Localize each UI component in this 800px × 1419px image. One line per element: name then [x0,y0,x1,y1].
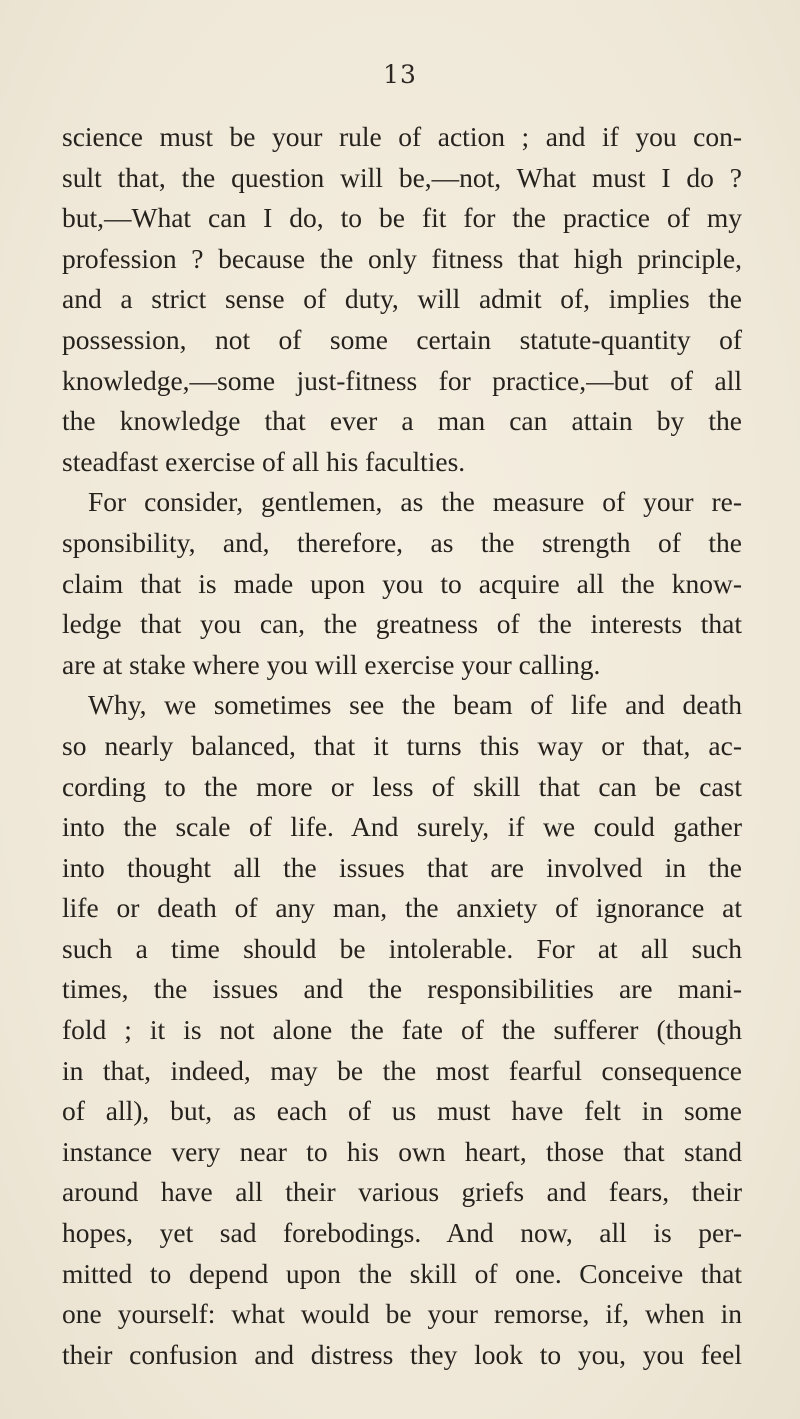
text-line: life or death of any man, the anxiety of ignorance at [62,892,742,924]
text-line: such a time should be intolerable. For at all such [62,932,742,964]
text-line: into thought all the issues that are involved in the [62,851,742,883]
text-line: Why, we sometimes see the beam of life and death [88,689,742,721]
text-line: are at stake where you will exercise your calling. [62,648,601,680]
text-line: the knowledge that ever a man can attain by the [62,405,742,437]
text-line: fold ; it is not alone the fate of the sufferer (though [62,1014,742,1046]
text-line: hopes, yet sad forebodings. And now, all is per- [62,1217,742,1249]
body-text [62,117,742,1375]
page-number: 13 [383,60,417,89]
text-line: and a strict sense of duty, will admit of, implies the [62,283,742,315]
text-line: in that, indeed, may be the most fearful consequence [62,1054,742,1086]
text-line: instance very near to his own heart, those that stand [62,1135,742,1167]
text-line: times, the issues and the responsibilities are mani- [62,973,742,1005]
text-line: possession, not of some certain statute-quantity of [62,323,742,355]
text-line: their confusion and distress they look to you, you feel [62,1338,742,1370]
text-line: science must be your rule of action ; and if you con- [62,121,742,152]
text-line: around have all their various griefs and fears, their [62,1176,742,1208]
text-line: sult that, the question will be,—not, What must I do ? [62,161,742,193]
text-line: knowledge,—some just-fitness for practice,—but of all [62,364,742,396]
text-line: sponsibility, and, therefore, as the strength of the [62,526,742,558]
text-line: For consider, gentlemen, as the measure of your re- [88,486,742,518]
text-line: into the scale of life. And surely, if we could gather [62,811,742,843]
text-line: of all), but, as each of us must have felt in some [62,1095,742,1127]
text-line: steadfast exercise of all his faculties. [62,445,466,477]
text-line: mitted to depend upon the skill of one. Conceive that [62,1257,742,1289]
text-line: one yourself: what would be your remorse, if, when in [62,1298,742,1330]
text-line: but,—What can I do, to be fit for the practice of my [62,202,742,234]
text-line: claim that is made upon you to acquire all the know- [62,567,742,599]
text-line: profession ? because the only fitness that high principle, [62,242,742,274]
text-line: ledge that you can, the greatness of the interests that [62,608,742,640]
text-line: so nearly balanced, that it turns this way or that, ac- [62,729,742,761]
text-line: cording to the more or less of skill that can be cast [62,770,742,802]
